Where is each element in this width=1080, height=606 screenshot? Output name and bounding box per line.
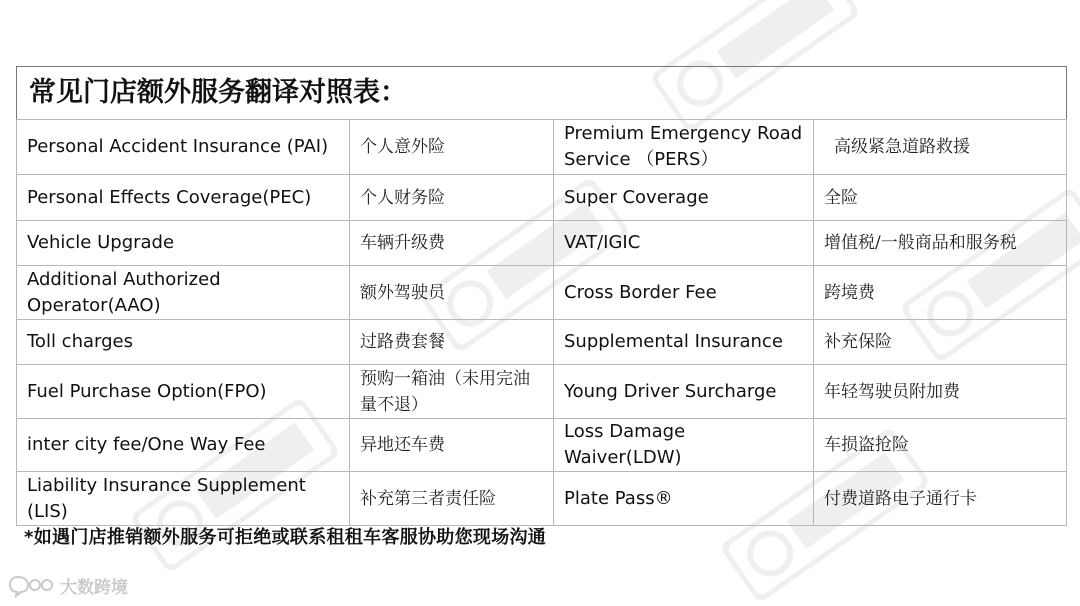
table-row — [17, 120, 1067, 175]
table-row — [17, 320, 1067, 365]
chinese-translation: 跨境费 — [814, 266, 1067, 320]
english-term: Vehicle Upgrade — [17, 221, 350, 266]
logo-text: 大数跨境 — [60, 578, 128, 598]
english-term: Liability Insurance Supplement (LIS) — [17, 472, 350, 526]
chinese-translation: 异地还车费 — [350, 419, 554, 472]
english-term: inter city fee/One Way Fee — [17, 419, 350, 472]
english-term: Personal Accident Insurance (PAI) — [17, 120, 350, 175]
english-term: Additional Authorized Operator(AAO) — [17, 266, 350, 320]
footnote: *如遇门店推销额外服务可拒绝或联系租租车客服协助您现场沟通 — [24, 527, 547, 548]
chat-bubble-logo-icon — [8, 574, 54, 598]
english-term: Supplemental Insurance — [554, 320, 814, 365]
english-term: Super Coverage — [554, 175, 814, 221]
chinese-translation: 年轻驾驶员附加费 — [814, 365, 1067, 419]
chinese-translation: 预购一箱油（未用完油量不退） — [350, 365, 554, 419]
table-row — [17, 175, 1067, 221]
english-term: Cross Border Fee — [554, 266, 814, 320]
chinese-translation: 付费道路电子通行卡 — [814, 472, 1067, 526]
table-title-row — [17, 67, 1067, 120]
chinese-translation: 个人财务险 — [350, 175, 554, 221]
chinese-translation: 过路费套餐 — [350, 320, 554, 365]
table-row — [17, 472, 1067, 526]
chinese-translation: 增值税/一般商品和服务税 — [814, 221, 1067, 266]
chinese-translation: 补充第三者责任险 — [350, 472, 554, 526]
translation-table-container — [16, 66, 1066, 526]
chinese-translation: 车辆升级费 — [350, 221, 554, 266]
table-row — [17, 365, 1067, 419]
english-term: Fuel Purchase Option(FPO) — [17, 365, 350, 419]
english-term: Young Driver Surcharge — [554, 365, 814, 419]
english-term: Plate Pass® — [554, 472, 814, 526]
chinese-translation: 补充保险 — [814, 320, 1067, 365]
chinese-translation: 额外驾驶员 — [350, 266, 554, 320]
table-row — [17, 419, 1067, 472]
english-term: Personal Effects Coverage(PEC) — [17, 175, 350, 221]
translation-table — [16, 66, 1067, 526]
chinese-translation: 个人意外险 — [350, 120, 554, 175]
english-term: VAT/IGIC — [554, 221, 814, 266]
chinese-translation: 车损盗抢险 — [814, 419, 1067, 472]
table-title: 常见门店额外服务翻译对照表： — [17, 67, 1067, 120]
table-row — [17, 221, 1067, 266]
table-row — [17, 266, 1067, 320]
english-term: Premium Emergency Road Service （PERS） — [554, 120, 814, 175]
english-term: Toll charges — [17, 320, 350, 365]
chinese-translation: 全险 — [814, 175, 1067, 221]
source-logo — [8, 573, 128, 598]
chinese-translation: 高级紧急道路救援 — [814, 120, 1067, 175]
english-term: Loss Damage Waiver(LDW) — [554, 419, 814, 472]
